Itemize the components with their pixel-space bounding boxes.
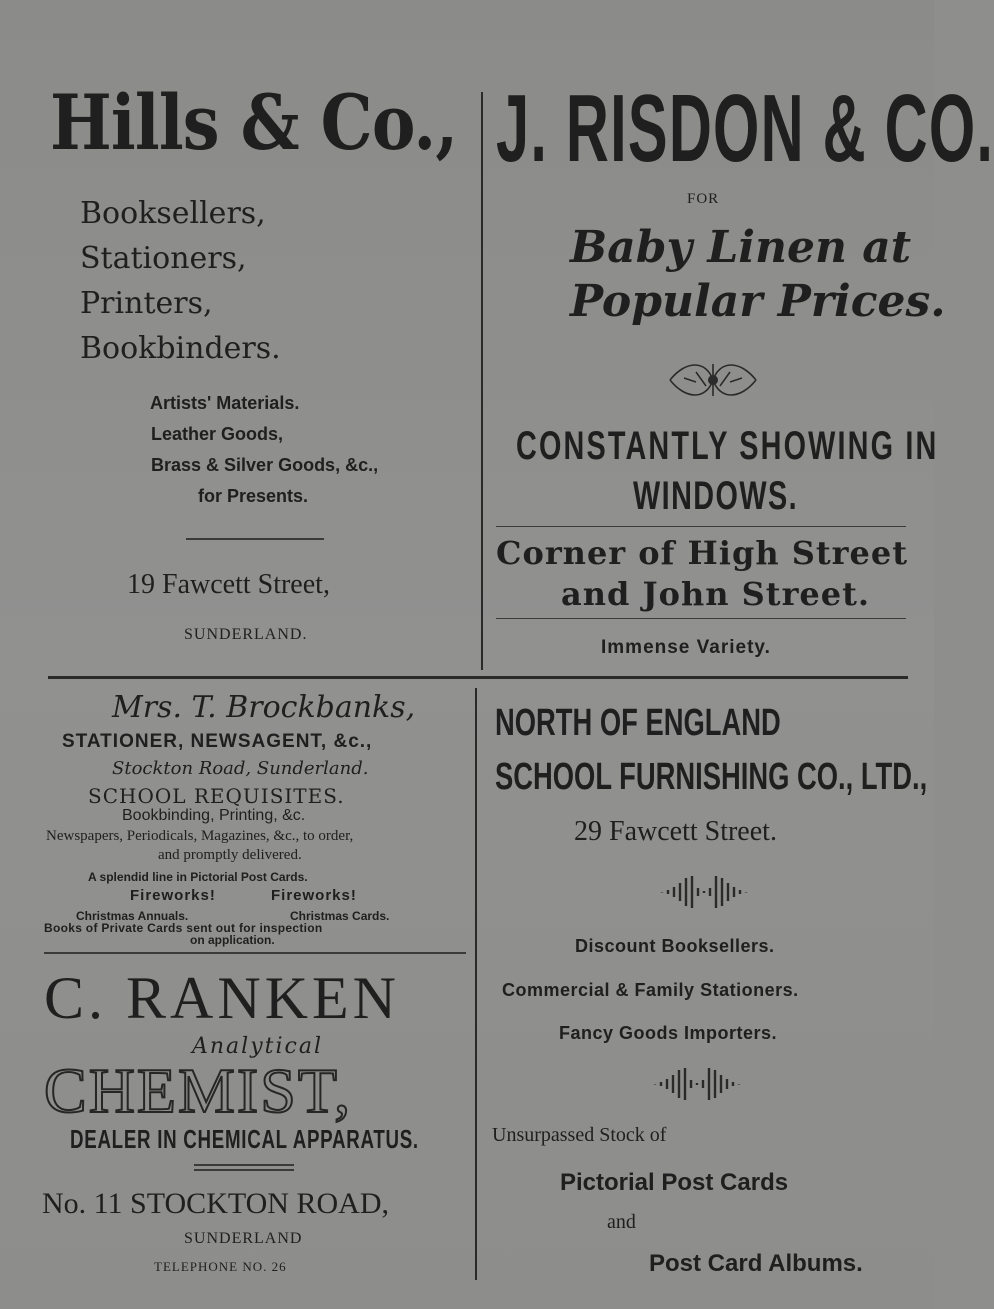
brockbanks-address: Stockton Road, Sunderland. bbox=[112, 758, 369, 779]
north-line-2: Commercial & Family Stationers. bbox=[502, 980, 799, 1000]
ranken-town: SUNDERLAND bbox=[184, 1230, 303, 1247]
risdon-corner-2: and John Street. bbox=[561, 575, 871, 613]
ranken-analytical: Analytical bbox=[192, 1034, 323, 1059]
risdon-showing-1: CONSTANTLY SHOWING IN bbox=[516, 424, 939, 468]
brockbanks-postcards: A splendid line in Pictorial Post Cards. bbox=[88, 870, 308, 884]
brockbanks-fireworks-1: Fireworks! bbox=[130, 887, 216, 904]
hills-goods-3: Brass & Silver Goods, &c., bbox=[151, 455, 379, 475]
brockbanks-papers-2: and promptly delivered. bbox=[158, 847, 302, 863]
hills-trade-3: Printers, bbox=[80, 286, 213, 321]
divider-ornament-icon bbox=[658, 874, 750, 910]
brockbanks-annuals: Christmas Annuals. bbox=[76, 909, 189, 923]
brockbanks-private-1: Books of Private Cards sent out for inspection bbox=[44, 921, 323, 935]
brockbanks-private-2: on application. bbox=[190, 933, 275, 947]
north-line-1: Discount Booksellers. bbox=[575, 936, 775, 956]
row-divider bbox=[48, 676, 908, 679]
brockbanks-trade: STATIONER, NEWSAGENT, &c., bbox=[62, 731, 373, 752]
ranken-rule-2 bbox=[194, 1169, 294, 1171]
north-and: and bbox=[607, 1211, 636, 1233]
column-divider-bottom bbox=[475, 688, 477, 1280]
hills-trade-1: Booksellers, bbox=[80, 196, 266, 231]
ranken-name: C. RANKEN bbox=[44, 965, 401, 1031]
hills-goods-1: Artists' Materials. bbox=[150, 393, 300, 413]
risdon-variety: Immense Variety. bbox=[601, 637, 771, 658]
risdon-rule-1 bbox=[496, 526, 906, 527]
risdon-slogan-2: Popular Prices. bbox=[570, 276, 946, 327]
hills-separator bbox=[186, 538, 324, 540]
hills-goods-2: Leather Goods, bbox=[151, 424, 284, 444]
hills-trade-2: Stationers, bbox=[80, 241, 247, 276]
north-name-2: SCHOOL FURNISHING CO., LTD., bbox=[495, 756, 928, 798]
ranken-telephone: TELEPHONE NO. 26 bbox=[154, 1259, 287, 1274]
brockbanks-rule bbox=[44, 952, 466, 954]
north-line-3: Fancy Goods Importers. bbox=[559, 1023, 778, 1043]
hills-town: SUNDERLAND. bbox=[184, 626, 308, 643]
north-albums: Post Card Albums. bbox=[649, 1250, 863, 1277]
hills-goods-4: for Presents. bbox=[198, 486, 309, 506]
north-address: 29 Fawcett Street. bbox=[574, 816, 777, 847]
ranken-dealer: DEALER IN CHEMICAL APPARATUS. bbox=[70, 1124, 419, 1154]
risdon-showing-2: WINDOWS. bbox=[633, 474, 799, 518]
risdon-rule-2 bbox=[496, 618, 906, 619]
north-pictorial: Pictorial Post Cards bbox=[560, 1169, 789, 1196]
divider-ornament-icon-2 bbox=[651, 1066, 743, 1102]
floral-ornament-icon bbox=[666, 356, 760, 404]
hills-name: Hills & Co., bbox=[50, 78, 458, 167]
risdon-for: FOR bbox=[687, 191, 720, 207]
hills-address: 19 Fawcett Street, bbox=[127, 569, 330, 600]
risdon-slogan-1: Baby Linen at bbox=[570, 222, 912, 273]
column-divider-top bbox=[481, 92, 483, 670]
north-name-1: NORTH OF ENGLAND bbox=[495, 702, 781, 744]
ranken-address: No. 11 STOCKTON ROAD, bbox=[42, 1187, 389, 1220]
ranken-rule-1 bbox=[194, 1164, 294, 1166]
brockbanks-papers-1: Newspapers, Periodicals, Magazines, &c., to order, bbox=[46, 828, 354, 844]
risdon-corner-1: Corner of High Street bbox=[496, 534, 908, 572]
hills-trade-4: Bookbinders. bbox=[80, 331, 281, 366]
ranken-chemist: CHEMIST, bbox=[44, 1055, 353, 1126]
brockbanks-name: Mrs. T. Brockbanks, bbox=[112, 690, 416, 725]
brockbanks-cards: Christmas Cards. bbox=[290, 909, 390, 923]
brockbanks-binding: Bookbinding, Printing, &c. bbox=[122, 807, 306, 824]
brockbanks-requisites: SCHOOL REQUISITES. bbox=[88, 784, 345, 808]
brockbanks-fireworks-2: Fireworks! bbox=[271, 887, 357, 904]
risdon-name: J. RISDON & CO. bbox=[496, 75, 994, 182]
north-stock: Unsurpassed Stock of bbox=[492, 1124, 667, 1146]
